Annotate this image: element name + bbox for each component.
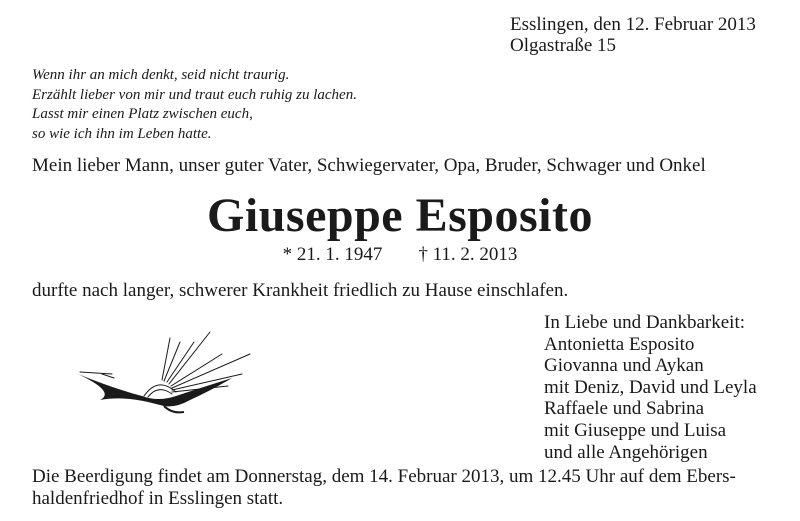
poem-line: so wie ich ihn im Leben hatte. [32,125,212,142]
funeral-line: haldenfriedhof in Esslingen statt. [32,488,284,509]
funeral-line: Die Beerdigung findet am Donnerstag, dem 14. Februar 2013, um 12.45 Uhr auf dem Ebers- [32,466,736,487]
poem-line: Lasst mir einen Platz zwischen euch, [32,106,253,122]
mourner: Giovanna und Aykan [544,355,704,377]
sun-with-birds-icon [72,318,272,418]
mourner: Raffaele und Sabrina [544,398,705,420]
mourner: Antonietta Esposito [544,333,695,355]
poem-line: Erzählt lieber von mir und traut euch ruhig zu lachen. [32,86,357,103]
place-date: Esslingen, den 12. Februar 2013 [510,14,756,35]
birth-date: * 21. 1. 1947 [282,244,383,265]
address: Olgastraße 15 [510,35,617,56]
poem [32,66,357,144]
intro-line: Mein lieber Mann, unser guter Vater, Schwiegervater, Opa, Bruder, Schwager und Onkel [32,155,706,176]
mourners-list [544,312,757,463]
death-date: † 11. 2. 2013 [418,244,518,265]
deceased-name: Giuseppe Esposito [207,189,593,242]
life-dates [0,244,800,266]
mourner: mit Giuseppe und Luisa [544,419,727,441]
poem-line: Wenn ihr an mich denkt, seid nicht traurig. [32,67,290,83]
mourner: und alle Angehörigen [544,441,708,463]
mourner: mit Deniz, David und Leyla [544,376,757,398]
mourners-heading: In Liebe und Dankbarkeit: [544,312,746,333]
funeral-notice [32,466,792,510]
passing-statement: durfte nach langer, schwerer Krankheit friedlich zu Hause einschlafen. [32,280,569,301]
place-and-date-block [510,14,756,56]
